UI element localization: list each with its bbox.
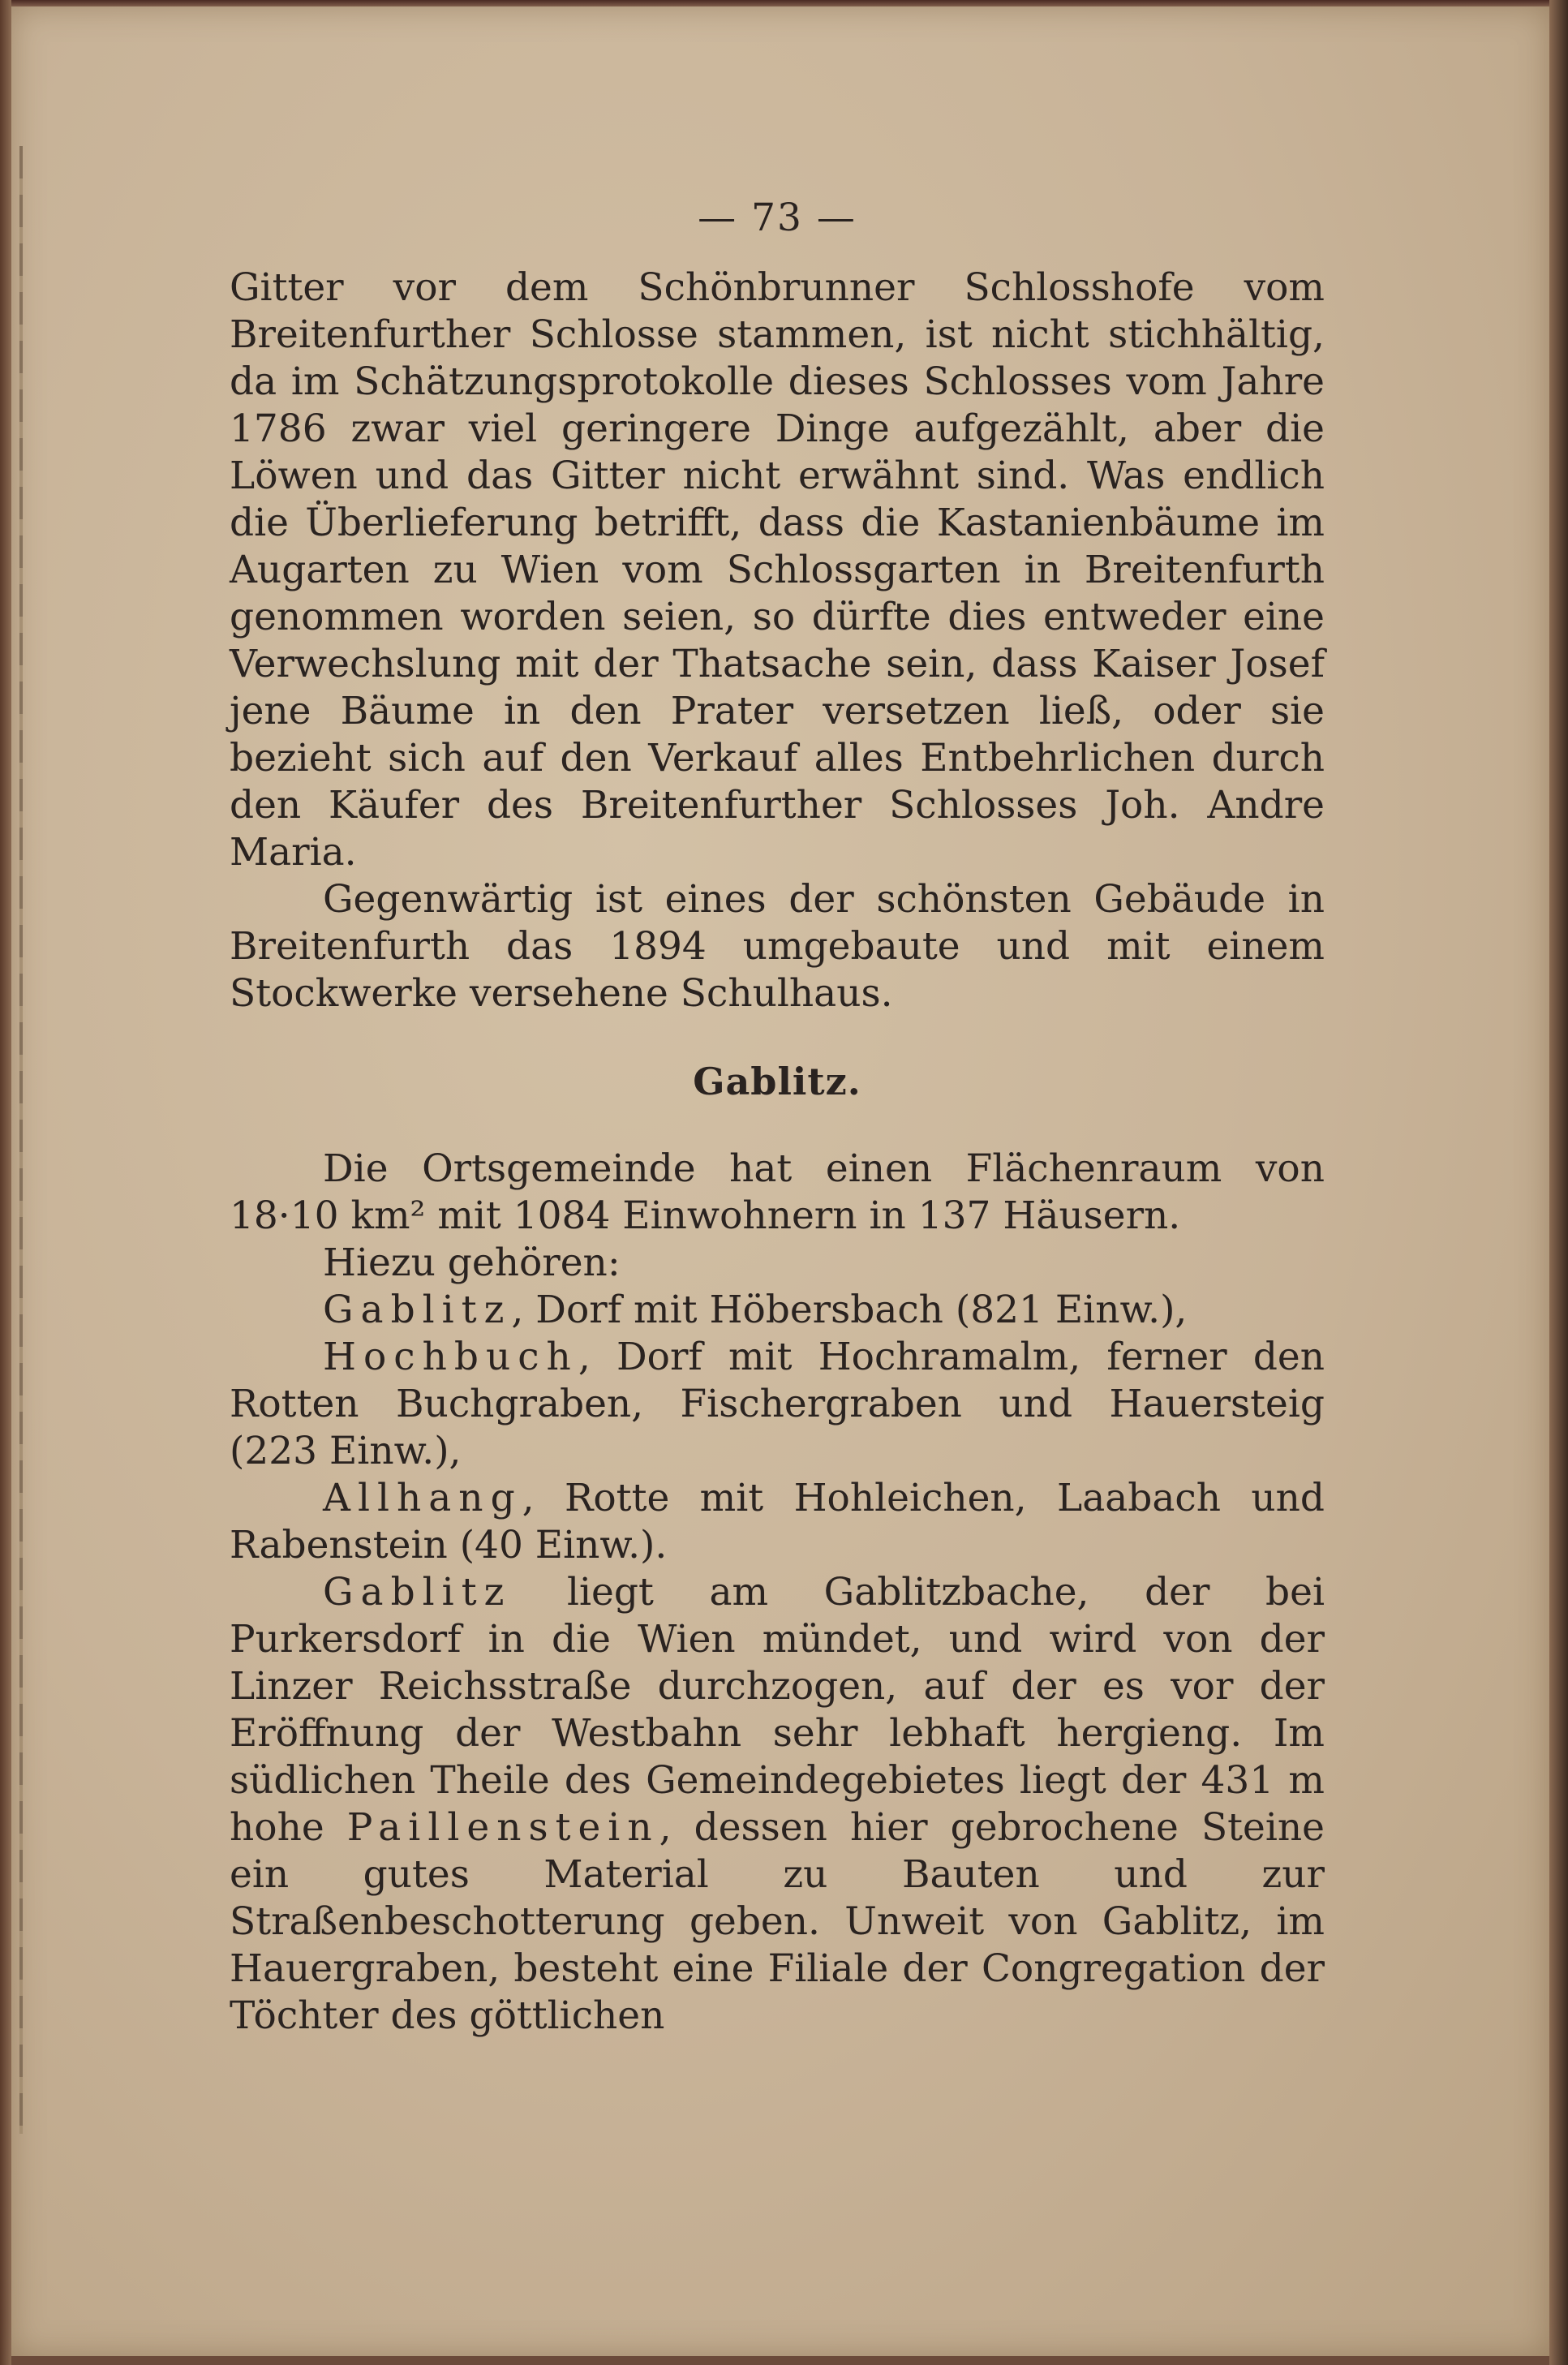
place-name: Hochbuch xyxy=(323,1335,578,1379)
place-name: Paillenstein xyxy=(346,1805,659,1850)
paragraph: Gitter vor dem Schönbrunner Schlosshofe vom Breitenfurther Schlosse stammen, ist nicht stichhältig, da im Schätzungsprotokolle dieses Schlosses vom Jahre 1786 zwar viel geringere Dinge aufgezählt, aber die Löwen und das Gitter nicht erwähnt sind. Was endlich die Überlieferung betrifft, dass die Kastanienbäume im Augarten zu Wien vom Schlossgarten in Breitenfurth genommen worden seien, so dürfte dies entweder eine Verwechslung mit der Thatsache sein, dass Kaiser Josef jene Bäume in den Prater versetzen ließ, oder sie bezieht sich auf den Verkauf alles Entbehrlichen durch den Käufer des Breitenfurther Schlosses Joh. Andre Maria. xyxy=(230,265,1325,875)
paragraph: Hiezu gehören: xyxy=(323,1241,621,1285)
place-detail: , Dorf mit Höbersbach (821 Einw.), xyxy=(511,1288,1188,1332)
paragraph-text: liegt am Gablitzbache, der bei Purkersdorf in die Wien mündet, und wird von der Linzer Reichsstraße durchzogen, auf der es vor der Eröffnung der Westbahn sehr lebhaft hergieng. Im südlichen Theile des Gemeindegebietes liegt der 431 m hohe xyxy=(230,1570,1325,1850)
binding-thread xyxy=(19,146,23,2134)
paragraph xyxy=(230,1569,1325,2040)
book-edge-right xyxy=(1549,0,1568,2365)
book-spine-left xyxy=(0,0,11,2365)
paragraph: Die Ortsgemeinde hat einen Flächenraum von 18·10 km² mit 1084 Einwohnern in 137 Häusern. xyxy=(230,1146,1325,1238)
body-text xyxy=(230,264,1325,2040)
page-number: — 73 — xyxy=(698,196,857,240)
list-item xyxy=(230,1287,1325,1334)
place-detail: , Rotte mit Hohleichen, Laabach und Rabenstein (40 Einw.). xyxy=(230,1476,1325,1567)
place-name: Gablitz xyxy=(323,1288,512,1332)
list-item xyxy=(230,1334,1325,1475)
paragraph: Gegenwärtig ist eines der schönsten Gebäude in Breitenfurth das 1894 umgebaute und mit einem Stockwerke versehene Schulhaus. xyxy=(230,877,1325,1016)
place-name: Allhang xyxy=(323,1476,522,1520)
place-name: Gablitz xyxy=(323,1570,512,1615)
paragraph-text: , dessen hier gebrochene Steine ein gutes Material zu Bauten und zur Straßenbeschotterung geben. Unweit von Gablitz, im Hauergraben, besteht eine Filiale der Congregation der Töchter des göttlichen xyxy=(230,1805,1325,2038)
list-item xyxy=(230,1475,1325,1569)
place-detail: , Dorf mit Hochramalm, ferner den Rotten Buchgraben, Fischergraben und Hauersteig (223 Einw.), xyxy=(230,1335,1325,1473)
section-heading: Gablitz. xyxy=(693,1060,861,1103)
page-text xyxy=(230,195,1325,2040)
